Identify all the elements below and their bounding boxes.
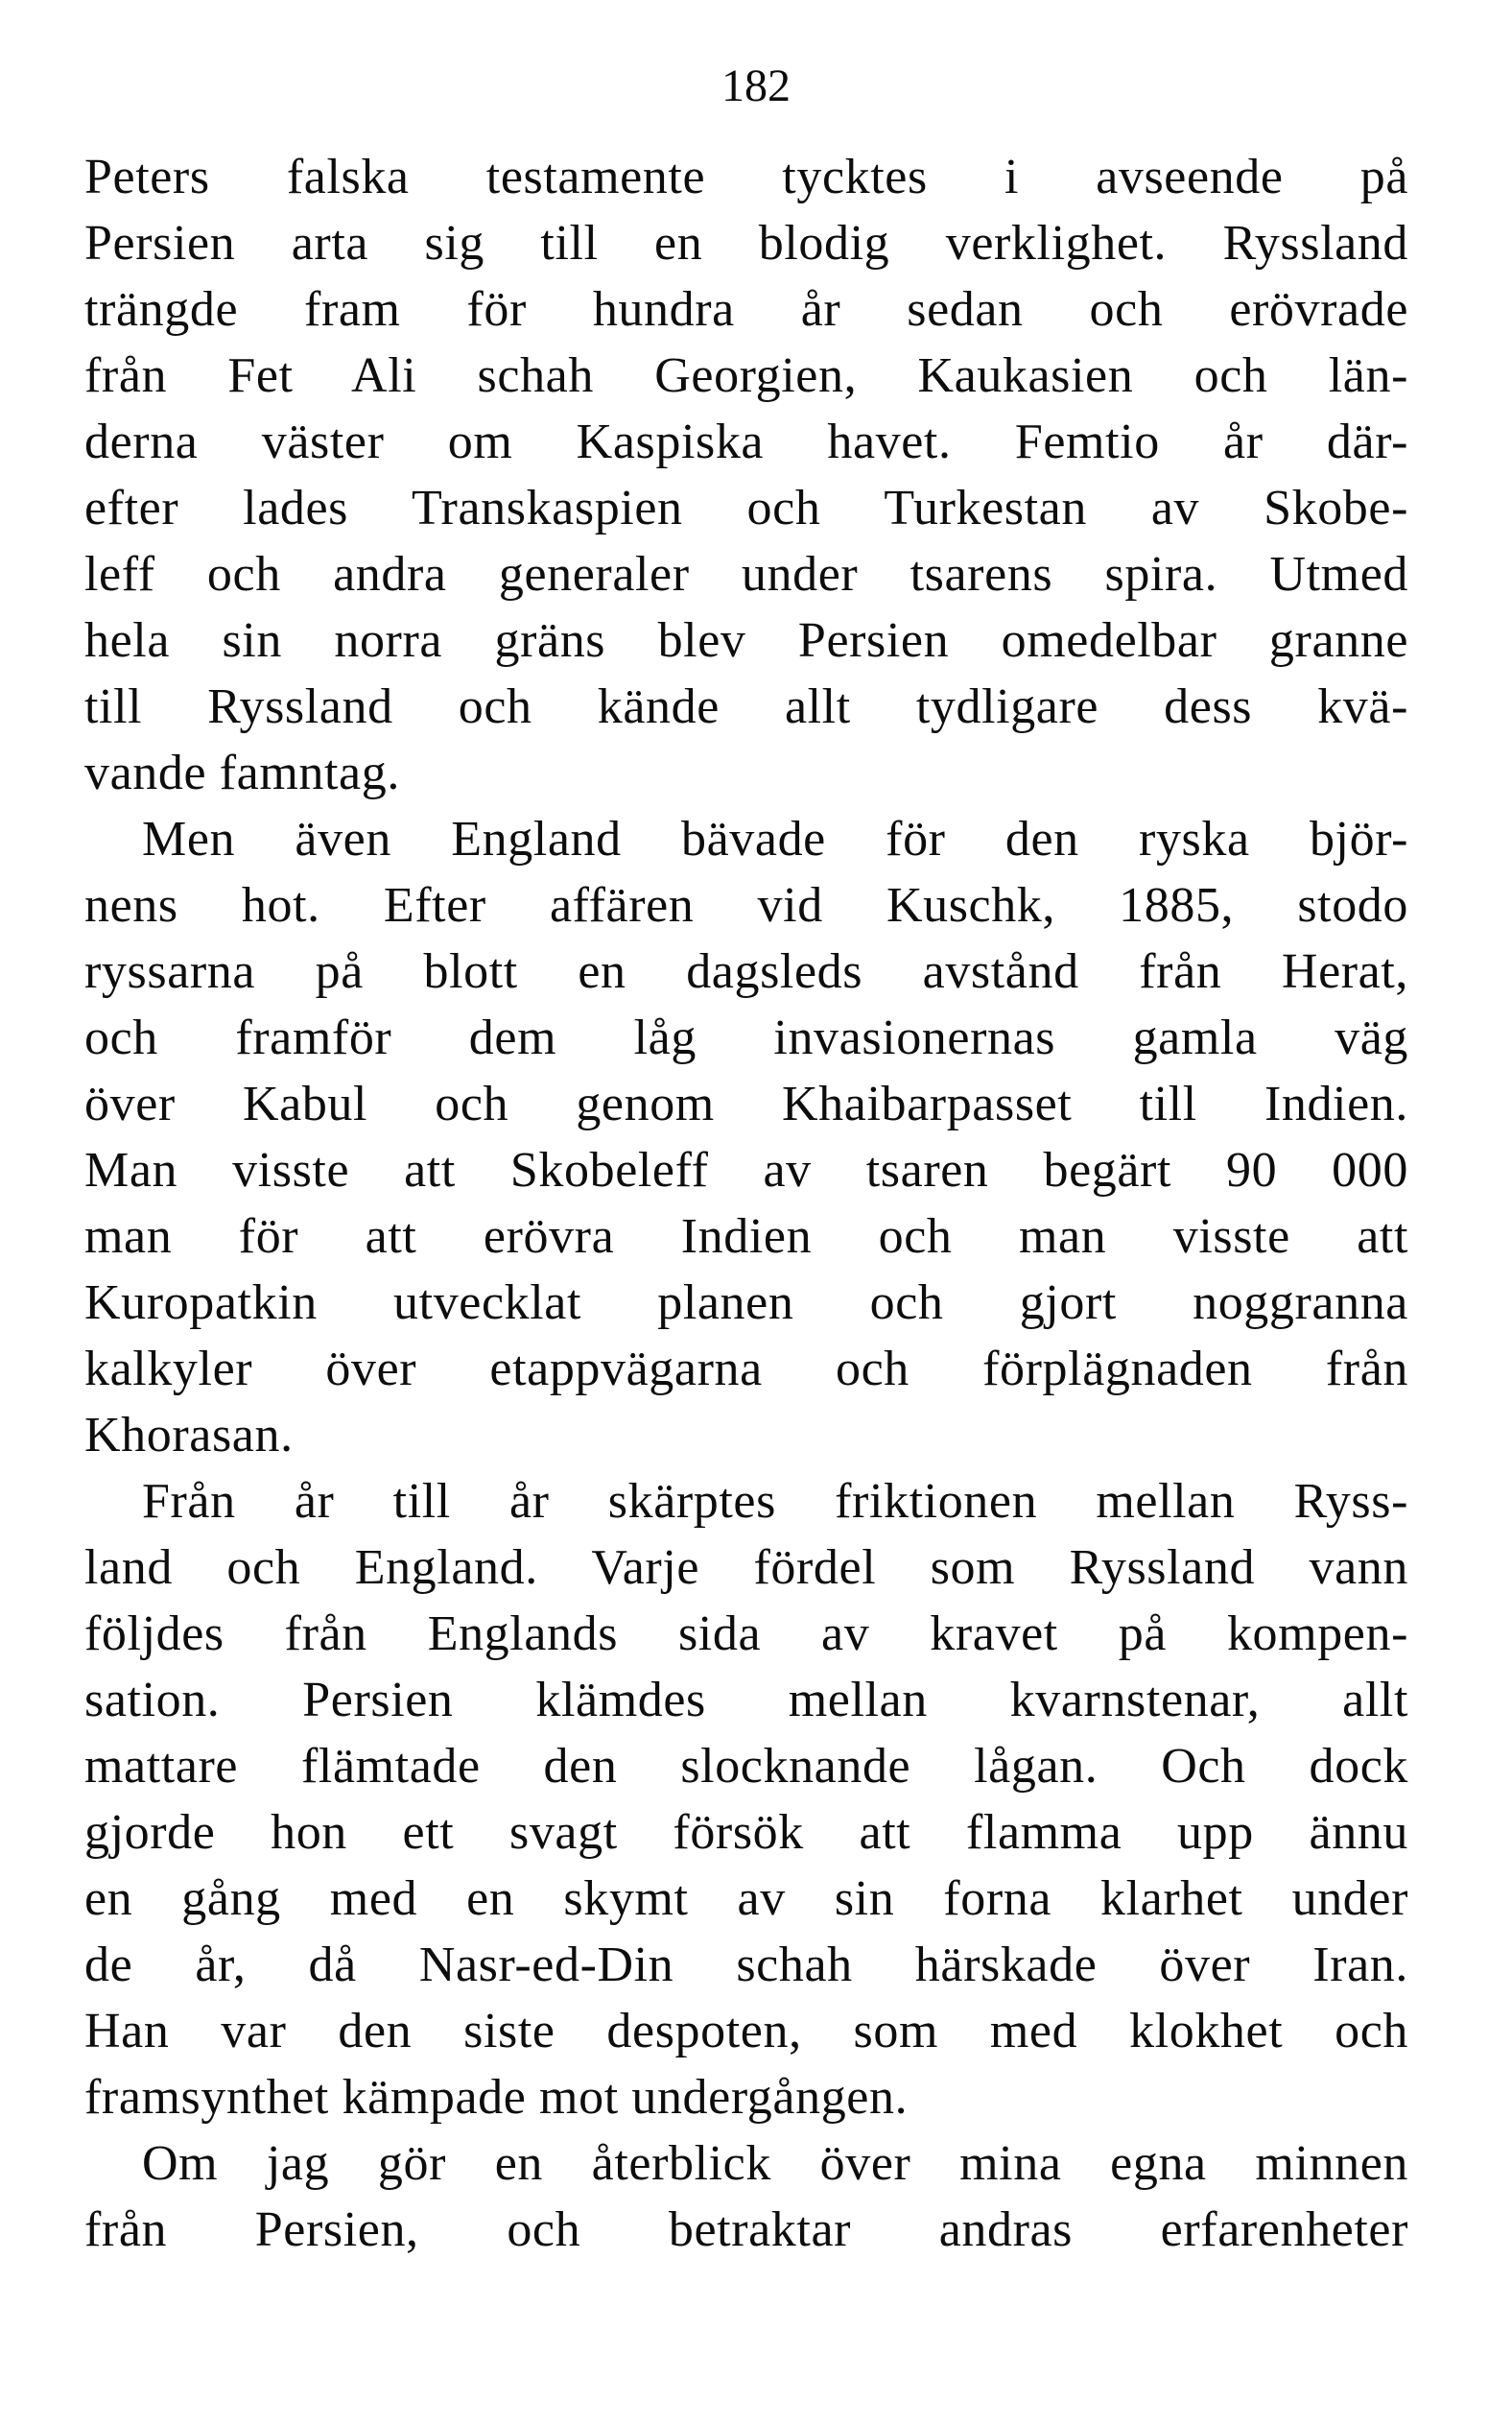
text-line: man för att erövra Indien och man visste att	[84, 1209, 1408, 1264]
text-line: från Persien, och betraktar andras erfarenheter	[84, 2202, 1408, 2257]
text-line: mattare flämtade den slocknande lågan. Och dock	[84, 1739, 1408, 1794]
text-line: trängde fram för hundra år sedan och erövrade	[84, 282, 1408, 337]
text-line: ryssarna på blott en dagsleds avstånd från Herat,	[84, 944, 1408, 999]
text-line: från Fet Ali schah Georgien, Kaukasien och län-	[84, 348, 1408, 403]
text-line: kalkyler över etappvägarna och förplägnaden från	[84, 1342, 1408, 1396]
text-line: följdes från Englands sida av kravet på kompen-	[84, 1606, 1408, 1661]
paragraph-end-line: vande famntag.	[84, 746, 400, 800]
paragraph-end-line: Khorasan.	[84, 1408, 294, 1463]
text-line: till Ryssland och kände allt tydligare dess kvä-	[84, 679, 1408, 734]
text-line: nens hot. Efter affären vid Kuschk, 1885, stodo	[84, 878, 1408, 933]
text-line: en gång med en skymt av sin forna klarhet under	[84, 1871, 1408, 1926]
text-line: Han var den siste despoten, som med klokhet och	[84, 2004, 1408, 2058]
text-line: derna väster om Kaspiska havet. Femtio år där-	[84, 415, 1408, 469]
text-line: sation. Persien klämdes mellan kvarnstenar, allt	[84, 1673, 1408, 1727]
paragraph-start-line: Om jag gör en återblick över mina egna minnen	[142, 2136, 1408, 2191]
paragraph-start-line: Men även England bävade för den ryska björ-	[142, 812, 1408, 867]
text-line: leff och andra generaler under tsarens spira. Utmed	[84, 547, 1408, 602]
paragraph-start-line: Från år till år skärptes friktionen mellan Ryss-	[142, 1474, 1408, 1529]
text-line: över Kabul och genom Khaibarpasset till Indien.	[84, 1077, 1408, 1131]
text-line: Peters falska testamente tycktes i avseende på	[84, 150, 1408, 204]
page-number: 182	[721, 60, 791, 111]
paragraph-end-line: framsynthet kämpade mot undergången.	[84, 2070, 909, 2125]
text-line: gjorde hon ett svagt försök att flamma upp ännu	[84, 1805, 1408, 1860]
text-line: land och England. Varje fördel som Ryssland vann	[84, 1540, 1408, 1595]
text-line: och framför dem låg invasionernas gamla väg	[84, 1011, 1408, 1065]
text-line: Persien arta sig till en blodig verklighet. Ryssland	[84, 216, 1408, 271]
text-line: efter lades Transkaspien och Turkestan av Skobe-	[84, 481, 1408, 535]
text-line: Kuropatkin utvecklat planen och gjort noggranna	[84, 1275, 1408, 1330]
text-line: hela sin norra gräns blev Persien omedelbar granne	[84, 613, 1408, 668]
body-text	[84, 144, 1408, 2263]
text-line: de år, då Nasr-ed-Din schah härskade över Iran.	[84, 1938, 1408, 1992]
text-line: Man visste att Skobeleff av tsaren begärt 90 000	[84, 1143, 1408, 1198]
